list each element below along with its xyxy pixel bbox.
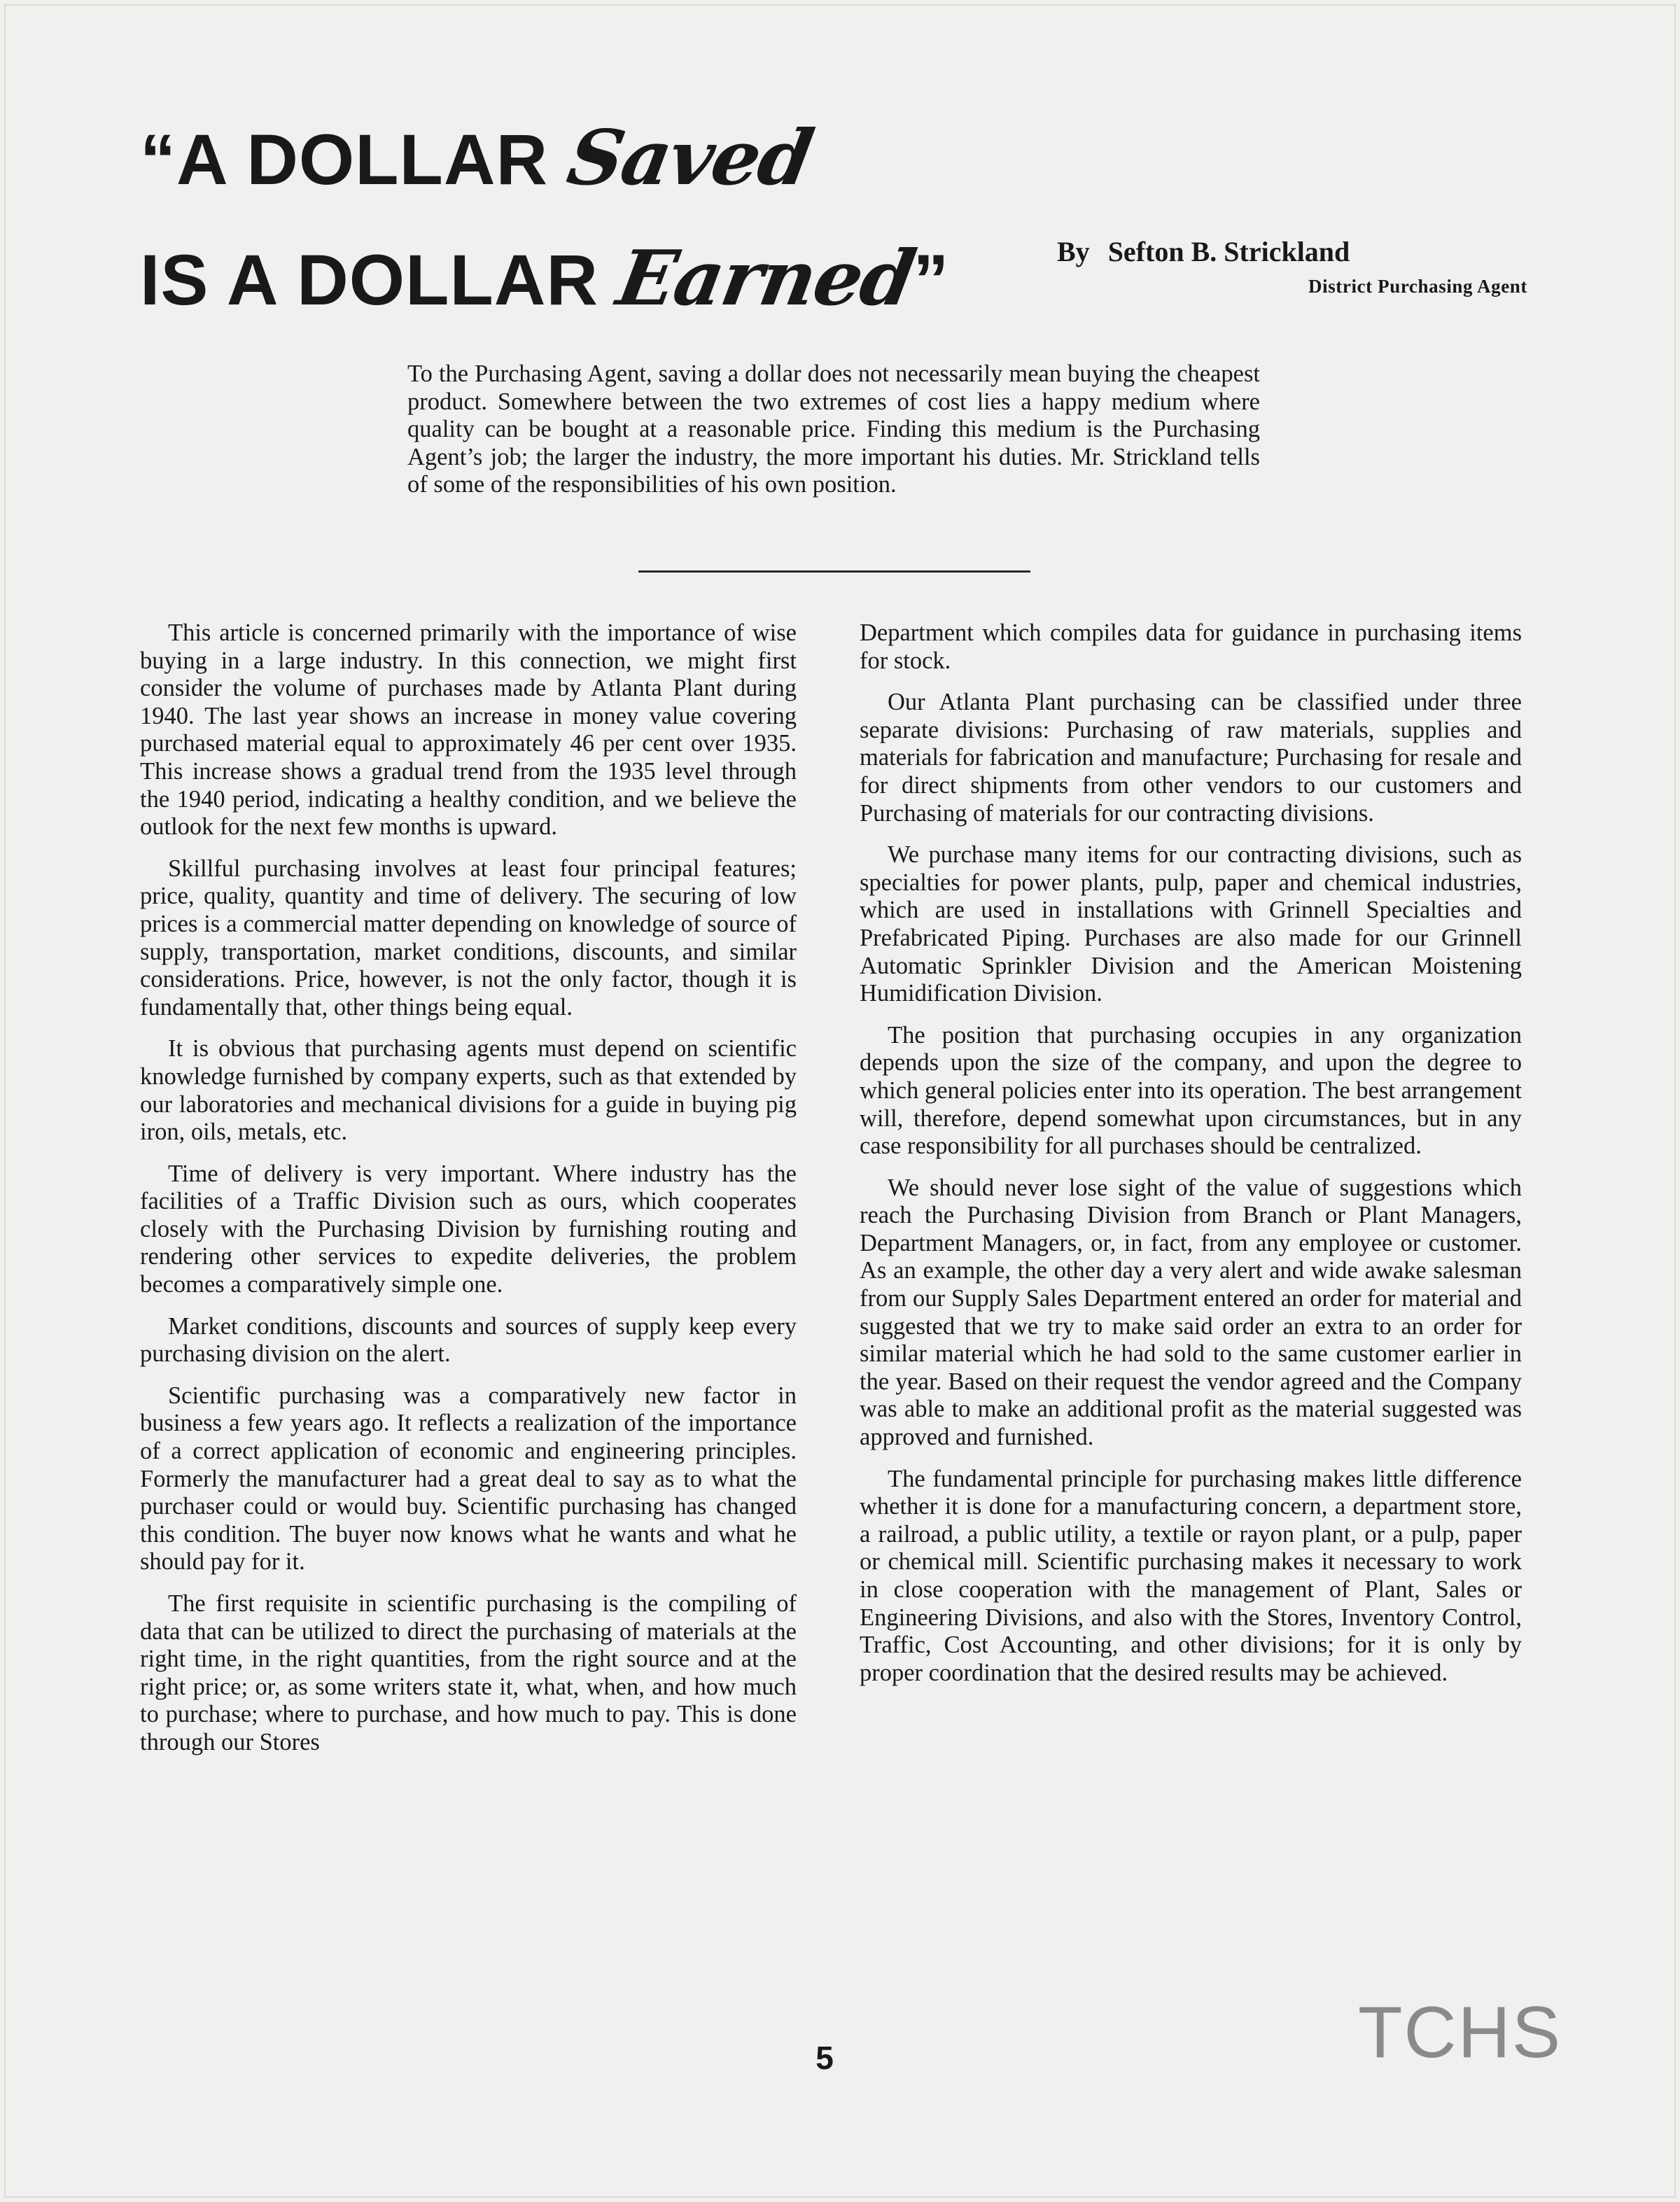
right-column (860, 619, 1522, 1701)
author-title: District Purchasing Agent (1308, 276, 1527, 297)
paragraph: We should never lose sight of the value of suggestions which reach the Purchasing Division from Branch or Plant Managers, Department Managers, or, in fact, from any employee or customer. As an example, the other day a very alert and wide awake salesman from our Supply Sales Department entered an order for material and suggested that we try to make said order an extra to an order for similar material which he had sold to the same customer earlier in the year. Based on their request the vendor agreed and the Company was able to make an additional profit as the material suggested was approved and furnished. (860, 1174, 1522, 1451)
paragraph: Time of delivery is very important. Where industry has the facilities of a Traffic Division such as ours, which cooperates closely with the Purchasing Division by furnishing routing and rendering other services to expedite deliveries, the problem becomes a comparatively simple one. (140, 1160, 797, 1298)
article-title-line-1 (140, 114, 818, 202)
byline (1057, 235, 1350, 268)
title-line-2-text: IS A DOLLAR (140, 240, 620, 320)
title-script-saved: Saved (561, 114, 818, 202)
paragraph: The first requisite in scientific purchasing is the compiling of data that can be utilized to direct the purchasing of materials at the right time, in the right quantities, from the right source and at the right price; or, as some writers state it, what, when, and how much to purchase; where to purchase, and how much to pay. This is done through our Stores (140, 1590, 797, 1755)
paragraph-continued: Department which compiles data for guidance in purchasing items for stock. (860, 619, 1522, 674)
left-column (140, 619, 797, 1771)
paragraph: Scientific purchasing was a comparatively new factor in business a few years ago. It reflects a realization of the importance of a correct application of economic and engineering principles. Formerly the manufacturer had a great deal to say as to what the purchaser could or would buy. Scientific purchasing has changed this condition. The buyer now knows what he wants and what he should pay for it. (140, 1382, 797, 1576)
paragraph: It is obvious that purchasing agents must depend on scientific knowledge furnished by company experts, such as that extended by our laboratories and mechanical divisions for a guide in buying pig iron, oils, metals, etc. (140, 1035, 797, 1146)
byline-by: By (1057, 236, 1090, 267)
title-closing-quote: ” (913, 240, 950, 320)
author-name: Sefton B. Strickland (1107, 236, 1350, 267)
title-script-earned: Earned (611, 234, 921, 323)
page-number: 5 (816, 2040, 834, 2076)
article-title-line-2 (140, 234, 950, 323)
section-divider (638, 570, 1030, 573)
tchs-watermark: TCHS (1358, 1992, 1562, 2073)
paragraph: The fundamental principle for purchasing makes little difference whether it is done for a manufacturing concern, a department store, a railroad, a public utility, a textile or rayon plant, or a pulp, paper or chemical mill. Scientific purchasing makes it necessary to work in close cooperation with the management of Plant, Sales or Engineering Divisions, and also with the Stores, Inventory Control, Traffic, Cost Accounting, and other divisions; for it is only by proper coordination that the desired results may be achieved. (860, 1465, 1522, 1686)
paragraph: The position that purchasing occupies in any organization depends upon the size of the company, and upon the degree to which general policies enter into its operation. The best arrangement will, therefore, depend somewhat upon circumstances, but in any case responsibility for all purchases should be centralized. (860, 1021, 1522, 1160)
paragraph: Our Atlanta Plant purchasing can be classified under three separate divisions: Purchasing of raw materials, supplies and materials for fabrication and manufacture; Purchasing for resale and for direct shipments from other vendors to our customers and Purchasing of materials for our contracting divisions. (860, 689, 1522, 827)
article-intro: To the Purchasing Agent, saving a dollar does not necessarily mean buying the cheapest product. Somewhere between the two extremes of cost lies a happy medium where quality can be bought at a reasonable price. Finding this medium is the Purchasing Agent’s job; the larger the industry, the more important his duties. Mr. Strickland tells of some of the responsibilities of his own position. (407, 360, 1260, 498)
paragraph: We purchase many items for our contracting divisions, such as specialties for power plants, pulp, paper and chemical industries, which are used in installations with Grinnell Specialties and Prefabricated Piping. Purchases are also made for our Grinnell Automatic Sprinkler Division and the American Moistening Humidification Division. (860, 841, 1522, 1007)
title-line-1-text: “A DOLLAR (140, 120, 569, 199)
paragraph: Market conditions, discounts and sources of supply keep every purchasing division on the alert. (140, 1312, 797, 1368)
paragraph: This article is concerned primarily with the importance of wise buying in a large industry. In this connection, we might first consider the volume of purchases made by Atlanta Plant during 1940. The last year shows an increase in money value covering purchased material equal to approximately 46 per cent over 1935. This increase shows a gradual trend from the 1935 level through the 1940 period, indicating a healthy condition, and we believe the outlook for the next few months is upward. (140, 619, 797, 841)
paragraph: Skillful purchasing involves at least four principal features; price, quality, quantity and time of delivery. The securing of low prices is a commercial matter depending on knowledge of source of supply, transportation, market conditions, discounts, and similar considerations. Price, however, is not the only factor, though it is fundamentally that, other things being equal. (140, 855, 797, 1021)
